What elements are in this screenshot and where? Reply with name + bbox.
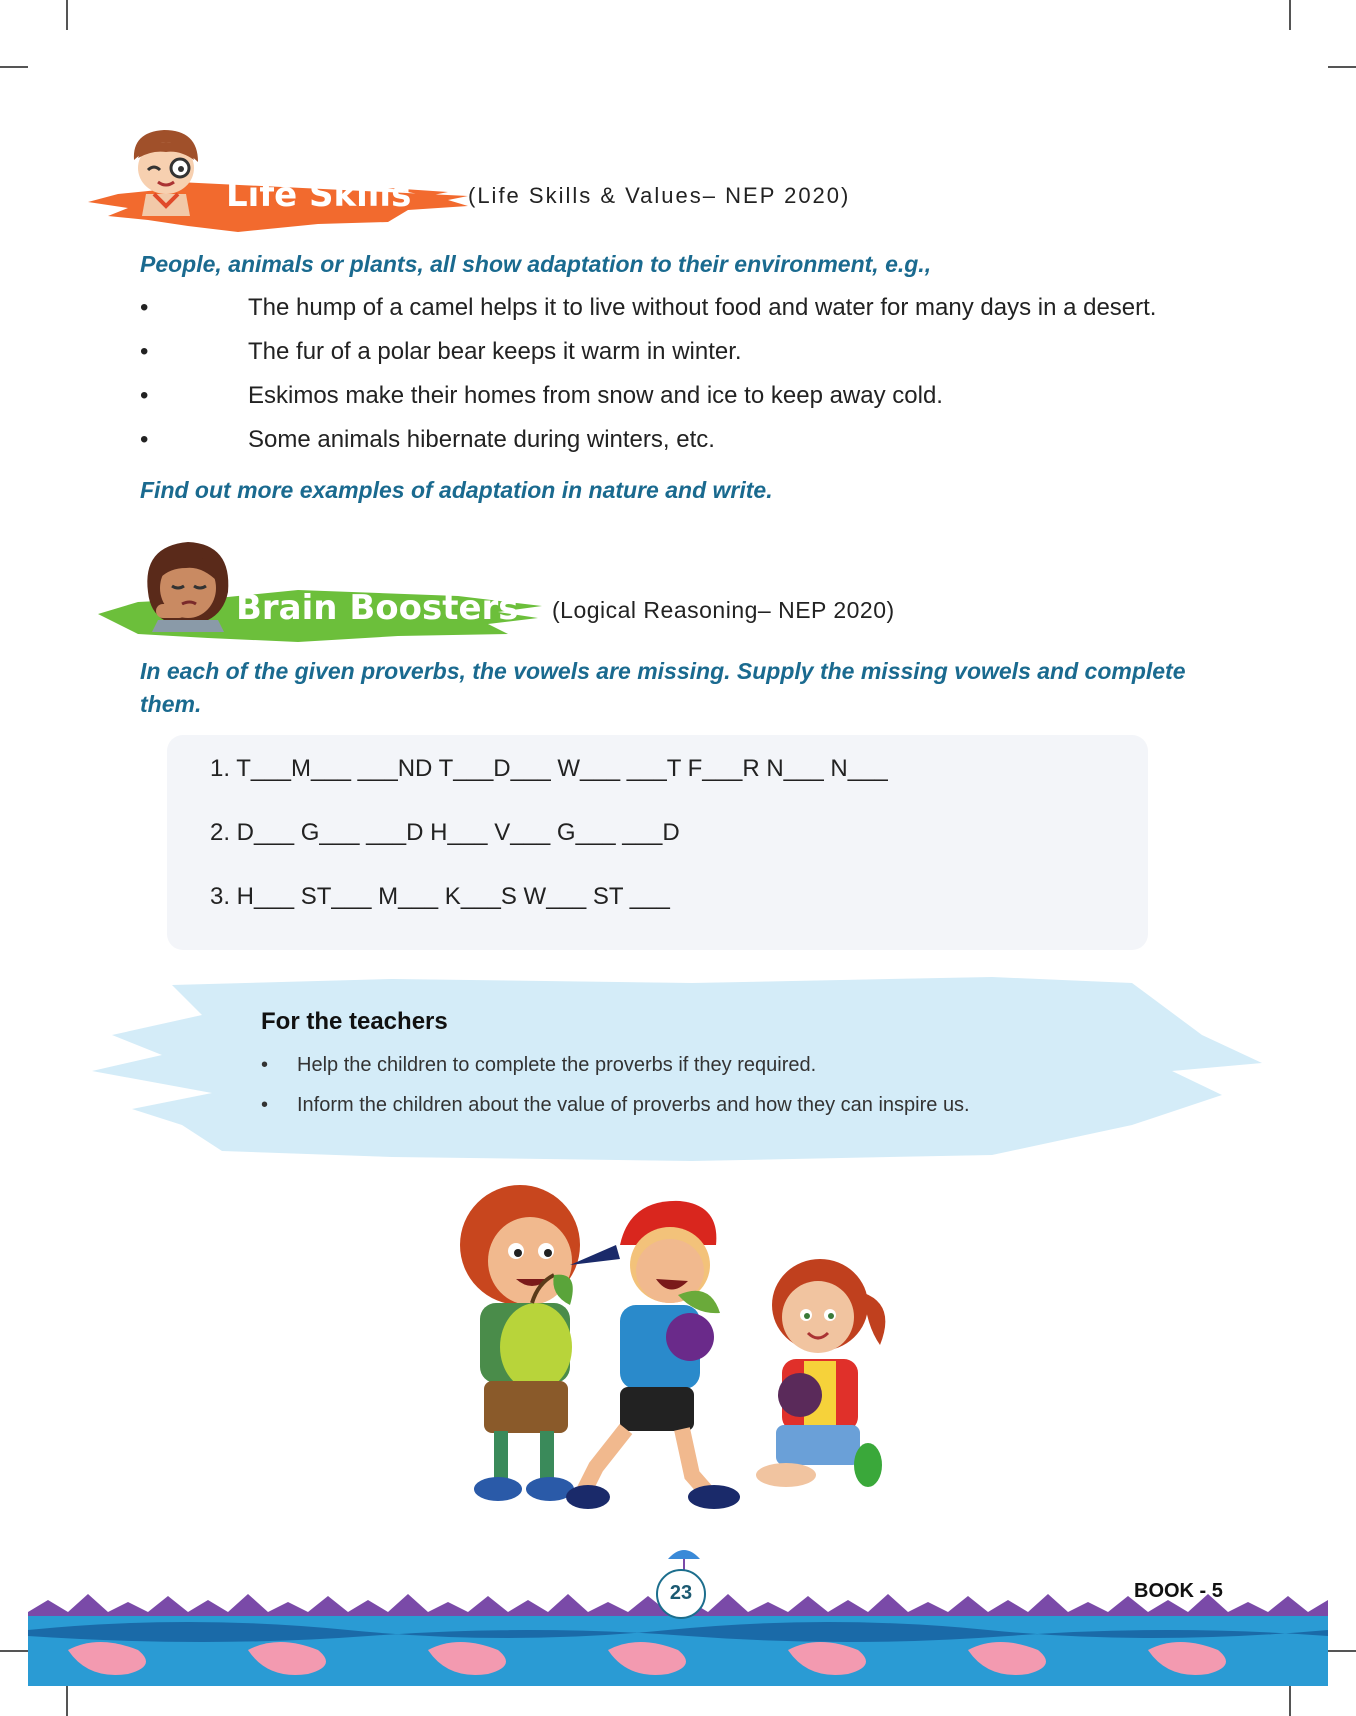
boy-glasses-icon xyxy=(124,124,208,216)
crop-mark xyxy=(0,1650,28,1652)
life-skills-task: Find out more examples of adaptation in nature and write. xyxy=(140,477,773,503)
crop-mark xyxy=(1289,0,1291,30)
life-skills-subtitle: (Life Skills & Values– NEP 2020) xyxy=(468,183,851,208)
brain-boosters-title: Brain Boosters xyxy=(236,588,519,628)
book-label: BOOK - 5 xyxy=(1134,1580,1223,1602)
proverb-row: 3. H___ ST___ M___ K___S W___ ST ___ xyxy=(210,883,670,910)
crop-mark xyxy=(0,66,28,68)
brain-boosters-subtitle: (Logical Reasoning– NEP 2020) xyxy=(552,597,895,623)
crop-mark xyxy=(1328,66,1356,68)
life-skills-intro: People, animals or plants, all show adaptation to their environment, e.g., xyxy=(140,251,932,277)
crop-mark xyxy=(66,0,68,30)
crop-mark xyxy=(1328,1650,1356,1652)
girl-thinking-icon xyxy=(138,534,236,632)
proverb-row: 1. T___M___ ___ND T___D___ W___ ___T F___R N___ N___ xyxy=(210,755,888,782)
proverb-row: 2. D___ G___ ___D H___ V___ G___ ___D xyxy=(210,819,680,846)
teachers-note-title: For the teachers xyxy=(261,1008,448,1035)
crop-mark xyxy=(66,1686,68,1716)
page-number: 23 xyxy=(656,1569,706,1619)
brain-boosters-instruction: In each of the given proverbs, the vowels are missing. Supply the missing vowels and complete them. xyxy=(140,658,1186,717)
life-skills-title: Life Skills xyxy=(226,175,412,215)
children-with-fruits-illustration xyxy=(420,1175,940,1515)
crop-mark xyxy=(1289,1686,1291,1716)
